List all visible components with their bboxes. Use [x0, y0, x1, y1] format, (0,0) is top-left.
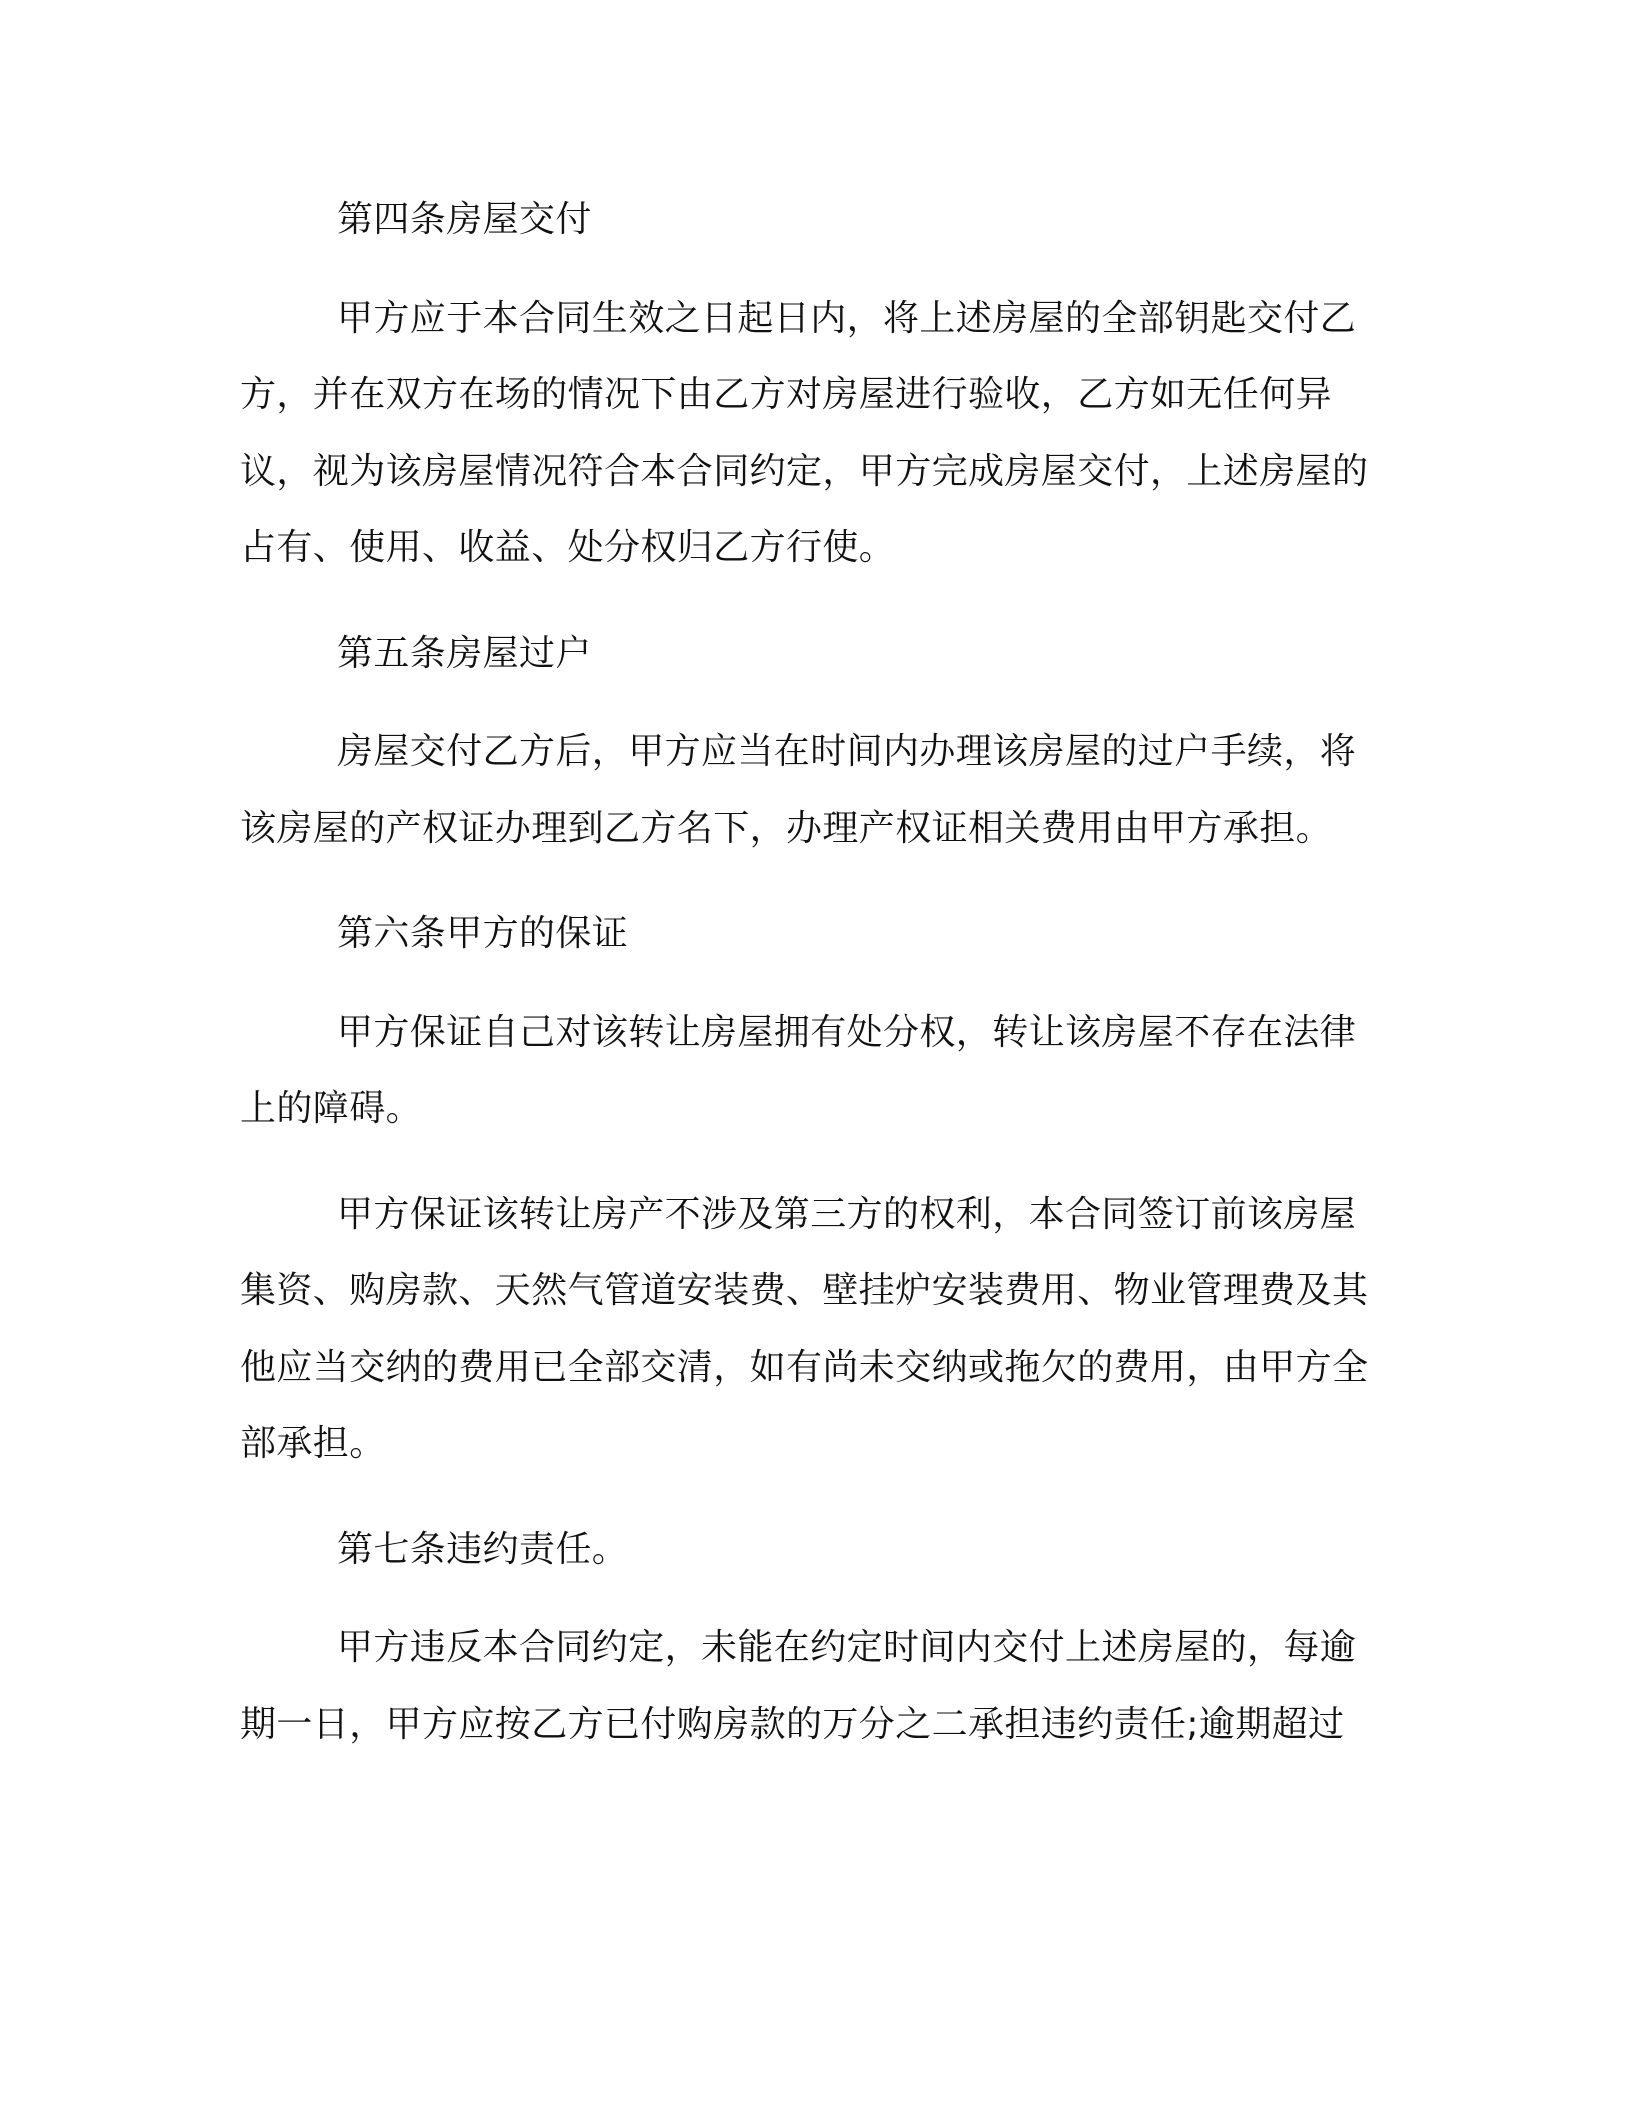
section-heading-transfer: 第五条房屋过户 [337, 632, 592, 674]
section-paragraph-guarantee-2: 甲方保证该转让房产不涉及第三方的权利，本合同签订前该房屋集资、购房款、天然气管道安装费、壁挂炉安装费用、物业管理费及其他应当交纳的费用已全部交清，如有尚未交纳或拖欠的费用，由甲方全部承担。 [240, 1193, 1369, 1464]
section-heading-breach: 第七条违约责任。 [337, 1528, 629, 1570]
section-paragraph-transfer: 房屋交付乙方后，甲方应当在时间内办理该房屋的过户手续，将该房屋的产权证办理到乙方名下，办理产权证相关费用由甲方承担。 [240, 731, 1357, 849]
section-heading-delivery: 第四条房屋交付 [337, 199, 592, 240]
section-heading-guarantee: 第六条甲方的保证 [337, 913, 629, 954]
section-paragraph-breach: 甲方违反本合同约定，未能在约定时间内交付上述房屋的，每逾期一日，甲方应按乙方已付购房款的万分之二承担违约责任;逾期超过 [240, 1627, 1357, 1745]
section-paragraph-delivery: 甲方应于本合同生效之日起日内，将上述房屋的全部钥匙交付乙方，并在双方在场的情况下由乙方对房屋进行验收，乙方如无任何异议，视为该房屋情况符合本合同约定，甲方完成房屋交付，上述房屋的占有、使用、收益、处分权归乙方行使。 [240, 297, 1369, 568]
contract-content [240, 182, 1375, 1792]
section-paragraph-guarantee-1: 甲方保证自己对该转让房屋拥有处分权，转让该房屋不存在法律上的障碍。 [240, 1011, 1357, 1129]
